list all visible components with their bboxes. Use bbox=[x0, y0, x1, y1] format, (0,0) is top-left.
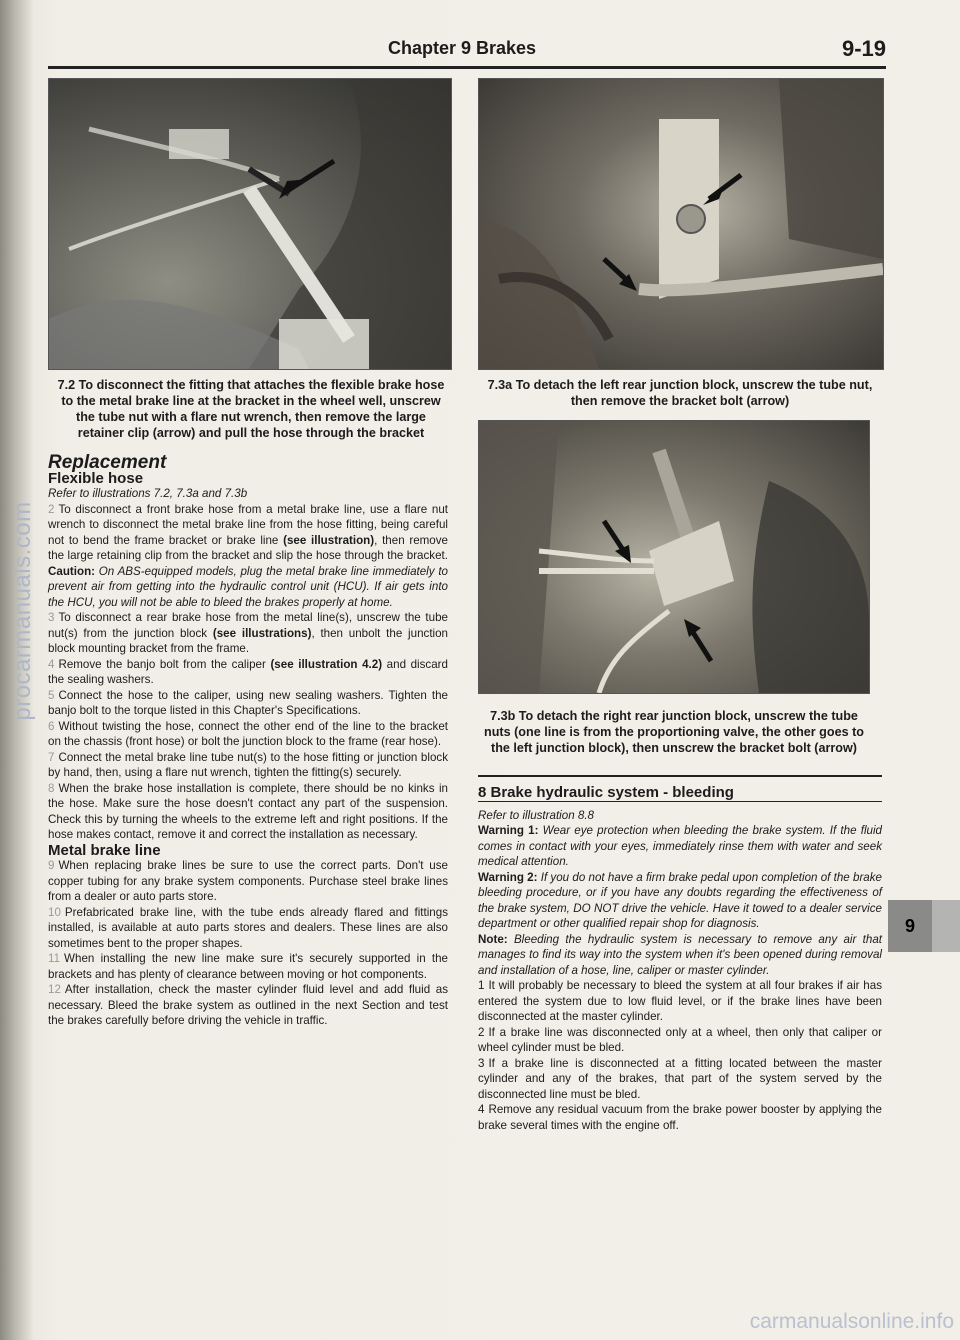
figure-caption: To detach the left rear junction block, unscrew the tube nut, then remove the bracket bolt (arrow) bbox=[515, 378, 873, 408]
side-watermark: procarmanuals.com bbox=[9, 501, 36, 721]
paragraph-text: To disconnect a rear brake hose from the metal line(s), unscrew the tube nut(s) from the junction block bbox=[48, 611, 448, 640]
step-number: 3 bbox=[478, 1056, 485, 1070]
step-number: 10 bbox=[48, 905, 61, 919]
warning-1 bbox=[478, 823, 882, 870]
paragraph-text: If a brake line is disconnected at a fitting located between the master cylinder and any of the brakes, that part of the system served by the disconnected line must be bled. bbox=[478, 1056, 882, 1101]
paragraph-2 bbox=[478, 1025, 882, 1056]
photo-right-rear-junction-block bbox=[478, 420, 870, 694]
step-number: 7 bbox=[48, 750, 55, 764]
paragraph-text: , then remove the large retaining clip from the bracket and slip the hose through the bracket. bbox=[48, 533, 449, 562]
paragraph-7 bbox=[48, 750, 448, 781]
warning-text: If you do not have a firm brake pedal upon completion of the brake bleeding procedure, or if you have any doubts regarding the effectiveness of the brake system, DO NOT drive the vehicle. Have it towed to a dealer service department or other qualified repair shop for diagnosis. bbox=[478, 870, 882, 930]
paragraph-text: Without twisting the hose, connect the other end of the line to the bracket on the chassis (front hose) or bolt the junction block to the frame (rear hose). bbox=[48, 719, 448, 748]
figure-caption: To detach the right rear junction block, unscrew the tube nuts (one line is from the proportioning valve, the other goes to the left junction block), then unscrew the bracket bolt (arrow) bbox=[484, 709, 864, 755]
paragraph-5 bbox=[48, 688, 448, 719]
paragraph-1 bbox=[478, 978, 882, 1025]
figure-number: 7.3b bbox=[490, 709, 516, 723]
photo-front-brake-hose bbox=[48, 78, 452, 370]
figure-number: 7.3a bbox=[487, 378, 513, 392]
paragraph-9 bbox=[48, 858, 448, 905]
paragraph-4 bbox=[48, 657, 448, 688]
subheading-metal-brake-line: Metal brake line bbox=[48, 841, 161, 859]
subheading-flexible-hose: Flexible hose bbox=[48, 469, 144, 487]
caution-label: Caution: bbox=[48, 564, 96, 578]
left-text-column bbox=[48, 452, 449, 1029]
paragraph-12 bbox=[48, 982, 448, 1029]
paragraph-text: Remove the banjo bolt from the caliper bbox=[58, 657, 271, 671]
illustration-link: (see illustration 4.2) bbox=[270, 657, 383, 671]
paragraph-text: Connect the metal brake line tube nut(s) to the hose fitting or junction block by hand, then, using a flare nut wrench, tighten the fitting(s) securely. bbox=[48, 750, 448, 779]
section-rule-top bbox=[478, 775, 882, 777]
paragraph-text: , then unbolt the junction block mounting bracket from the frame. bbox=[48, 626, 449, 655]
paragraph-8 bbox=[48, 781, 448, 843]
paragraph-text: Connect the hose to the caliper, using new sealing washers. Tighten the banjo bolt to the torque listed in this Chapter's Specifications. bbox=[48, 688, 448, 717]
paragraph-text: To disconnect a front brake hose from a metal brake line, use a flare nut wrench to disconnect the metal brake line from the hose fitting, being careful not to bend the frame bracket or brake line bbox=[48, 502, 448, 547]
step-number: 8 bbox=[48, 781, 55, 795]
caption-figure-7-2 bbox=[52, 377, 450, 441]
chapter-tab-strip bbox=[932, 900, 960, 952]
paragraph-10 bbox=[48, 905, 448, 952]
paragraph-text: When the brake hose installation is complete, there should be no kinks in the hose. Make sure the hose doesn't contact any part of the suspension. Check this by turning the wheels to the extreme left and right positions. If the hose makes contact, remove it and correct the installation as necessary. bbox=[48, 781, 448, 841]
step-number: 6 bbox=[48, 719, 55, 733]
chapter-title: Chapter 9 Brakes bbox=[388, 38, 537, 58]
paragraph-11 bbox=[48, 951, 448, 982]
bottom-watermark: carmanualsonline.info bbox=[749, 1310, 954, 1333]
page-header bbox=[48, 36, 886, 66]
chapter-tab: 9 bbox=[888, 900, 932, 952]
caption-figure-7-3a bbox=[478, 377, 882, 409]
note-text: Bleeding the hydraulic system is necessary to remove any air that manages to find its way into the system when it's been opened during removal and installation of a hose, line, caliper or master cylinder. bbox=[478, 932, 882, 977]
step-number: 5 bbox=[48, 688, 55, 702]
photo-front-brake-hose-art bbox=[49, 79, 451, 369]
paragraph-text: Remove any residual vacuum from the brake power booster by applying the brake several times with the engine off. bbox=[478, 1103, 882, 1132]
paragraph-text: and discard the sealing washers. bbox=[48, 657, 448, 686]
note bbox=[478, 932, 882, 979]
warning-label: Warning 2: bbox=[478, 870, 538, 884]
paragraph-text: After installation, check the master cylinder fluid level and add fluid as necessary. Bleed the brake system as outlined in the next Section and test the brakes carefully before driving the vehicle in traffic. bbox=[48, 983, 448, 1027]
step-number: 2 bbox=[48, 502, 55, 516]
photo-left-rear-junction-block bbox=[478, 78, 884, 370]
illustration-link: (see illustration) bbox=[283, 533, 375, 547]
header-rule bbox=[48, 66, 886, 69]
figure-caption: To disconnect the fitting that attaches the flexible brake hose to the metal brake line at the bracket in the wheel well, unscrew the tube nut with a flare nut wrench, then remove the large retainer clip (arrow) and pull the hose through the bracket bbox=[61, 378, 445, 440]
photo-right-rear-junction-block-art bbox=[479, 421, 869, 693]
caption-figure-7-3b bbox=[478, 708, 870, 756]
page-number: 9-19 bbox=[841, 36, 886, 61]
step-number: 3 bbox=[48, 611, 55, 624]
warning-2 bbox=[478, 870, 882, 932]
photo-left-rear-junction-block-art bbox=[479, 79, 883, 369]
paragraph-text: Prefabricated brake line, with the tube ends already flared and fittings installed, is available at auto parts stores and dealers. These lines are also sometimes bent to the proper shapes. bbox=[48, 905, 448, 950]
step-number: 9 bbox=[48, 859, 55, 872]
warning-label: Warning 1: bbox=[478, 824, 539, 837]
warning-text: Wear eye protection when bleeding the brake system. If the fluid comes in contact with your eyes, immediately rinse them with water and seek medical attention. bbox=[478, 824, 882, 868]
illustration-link: (see illustrations) bbox=[212, 626, 312, 640]
paragraph-text: It will probably be necessary to bleed the system at all four brakes if air has entered the system due to low fluid level, or if the brake lines have been disconnected at the master cylinder. bbox=[478, 979, 882, 1023]
figure-number: 7.2 bbox=[57, 378, 76, 392]
step-number: 1 bbox=[478, 979, 485, 992]
paragraph-2 bbox=[48, 502, 448, 611]
paragraph-text: When installing the new line make sure it's securely supported in the brackets and has plenty of clearance between moving or hot components. bbox=[48, 952, 448, 981]
illustration-reference: Refer to illustrations 7.2, 7.3a and 7.3b bbox=[48, 487, 248, 500]
paragraph-text: If a brake line was disconnected only at a wheel, then only that caliper or wheel cylinder must be bled. bbox=[478, 1025, 882, 1054]
paragraph-3 bbox=[48, 610, 448, 657]
section-title-bleeding: 8 Brake hydraulic system - bleeding bbox=[478, 784, 734, 801]
caution-text: On ABS-equipped models, plug the metal brake line immediately to prevent air from getting into the hydraulic control unit (HCU). If air gets into the HCU, you will not be able to bleed the brakes properly at home. bbox=[48, 564, 448, 609]
step-number: 4 bbox=[48, 657, 55, 671]
step-number: 12 bbox=[48, 983, 61, 996]
note-label: Note: bbox=[478, 932, 508, 946]
paragraph-text: When replacing brake lines be sure to use the correct parts. Don't use copper tubing for any brake system components. Purchase steel brake lines from a dealer or auto parts store. bbox=[48, 859, 448, 903]
step-number: 2 bbox=[478, 1025, 485, 1039]
paragraph-4 bbox=[478, 1102, 882, 1133]
section-heading-replacement: Replacement bbox=[48, 452, 167, 473]
paragraph-6 bbox=[48, 719, 448, 750]
illustration-reference: Refer to illustration 8.8 bbox=[478, 808, 594, 822]
step-number: 11 bbox=[48, 952, 61, 965]
step-number: 4 bbox=[478, 1103, 485, 1116]
paragraph-3 bbox=[478, 1056, 882, 1103]
right-text-column bbox=[478, 775, 882, 1133]
